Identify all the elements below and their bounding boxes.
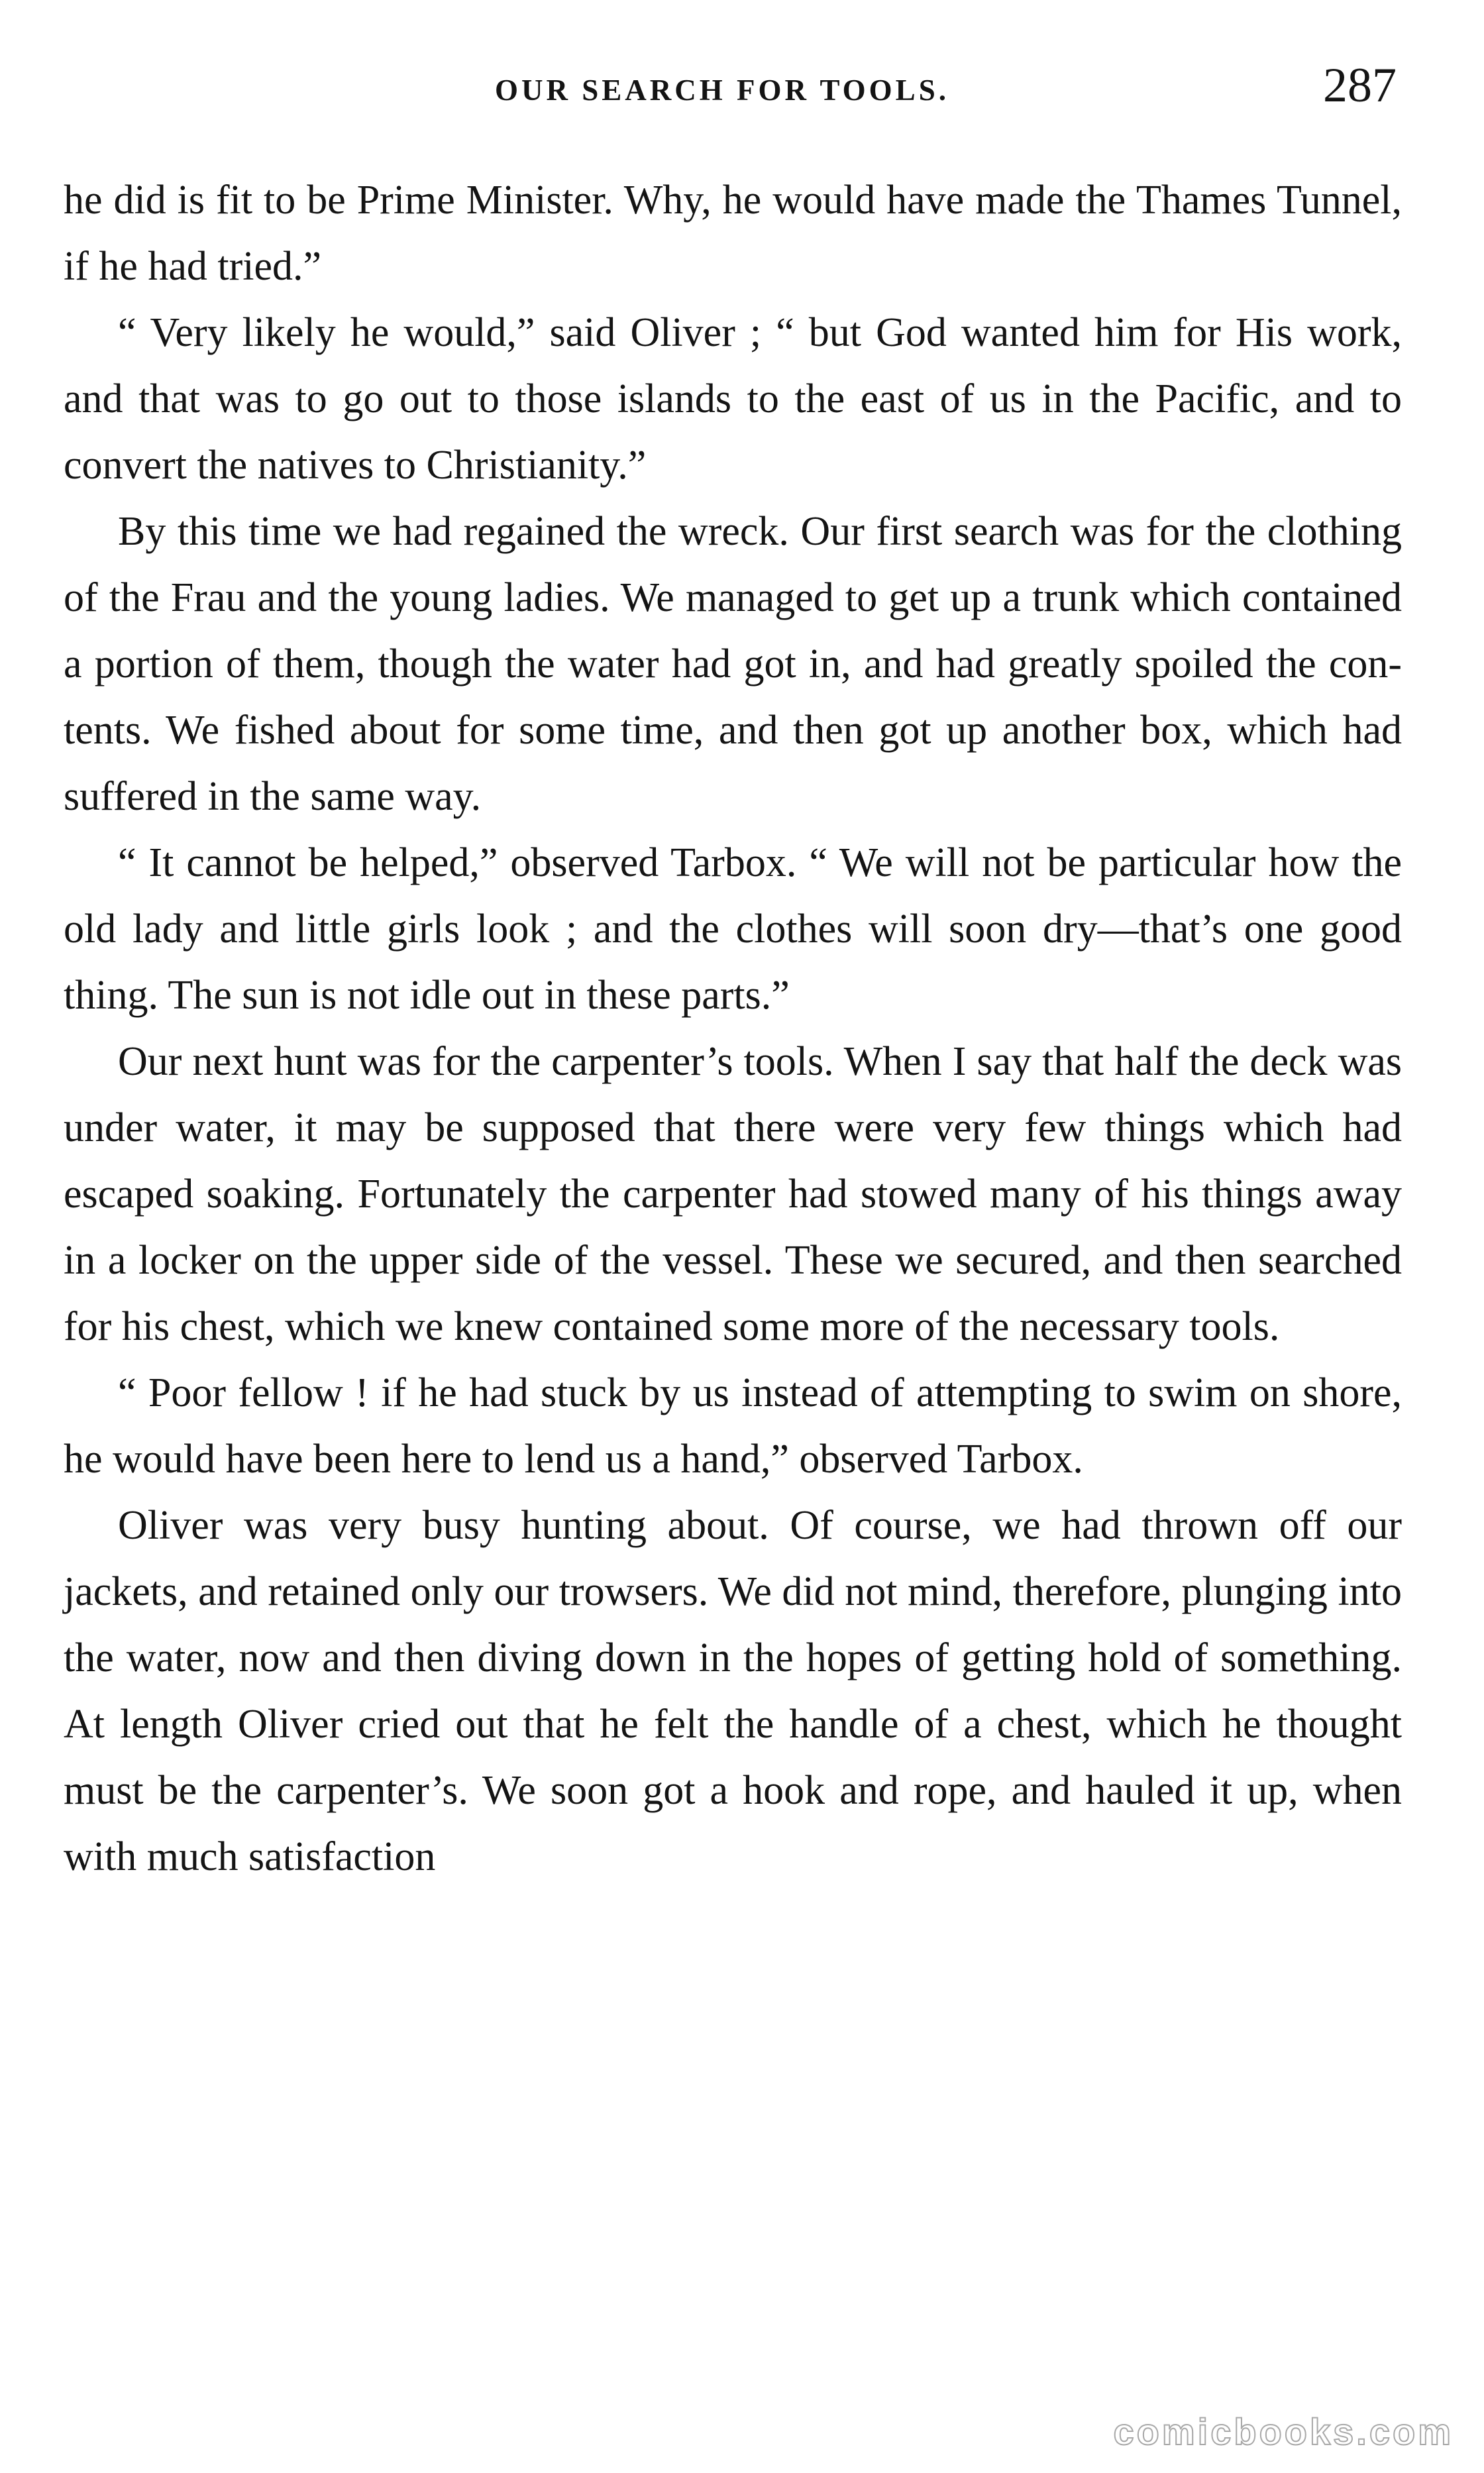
paragraph: “ Poor fellow ! if he had stuck by us instead of attempting to swim on shore, he would have been here to lend us a hand,” observed Tarbox. (64, 1370, 1402, 1482)
watermark: comicbooks.com (1113, 2411, 1454, 2452)
paragraph: “ It cannot be helped,” observed Tarbox. “ We will not be particular how the old lady and little girls look ; and the clothes will soon dry—that’s one good thing. The sun is not idle out in these parts.” (64, 840, 1402, 1018)
paragraph: “ Very likely he would,” said Oliver ; “ but God wanted him for His work, and that was to go out to those islands to the east of us in the Pacific, and to convert the natives to Christianity.” (64, 310, 1402, 488)
paragraph: By this time we had regained the wreck. Our first search was for the clothing of the Frau and the young ladies. We managed to get up a trunk which contained a portion of them, though the water had got in, and had greatly spoiled the contents. We fished about for some time, and then got up another box, which had suffered in the same way. (64, 509, 1402, 819)
running-head (0, 58, 1484, 121)
body-text (64, 167, 1402, 1890)
chapter-title: OUR SEARCH FOR TOOLS. (495, 74, 949, 107)
paragraph: he did is fit to be Prime Minister. Why, he would have made the Thames Tunnel, if he had tried.” (64, 178, 1402, 289)
paragraph: Our next hunt was for the carpenter’s tools. When I say that half the deck was under water, it may be supposed that there were very few things which had escaped soaking. Fortunately the carpenter had stowed many of his things away in a locker on the upper side of the vessel. These we secured, and then searched for his chest, which we knew contained some more of the necessary tools. (64, 1039, 1402, 1349)
page-number: 287 (1323, 58, 1397, 113)
paragraph: Oliver was very busy hunting about. Of course, we had thrown off our jackets, and retained only our trowsers. We did not mind, therefore, plunging into the water, now and then diving down in the hopes of getting hold of something. At length Oliver cried out that he felt the handle of a chest, which he thought must be the carpenter’s. We soon got a hook and rope, and hauled it up, when with much satisfaction (64, 1503, 1402, 1879)
